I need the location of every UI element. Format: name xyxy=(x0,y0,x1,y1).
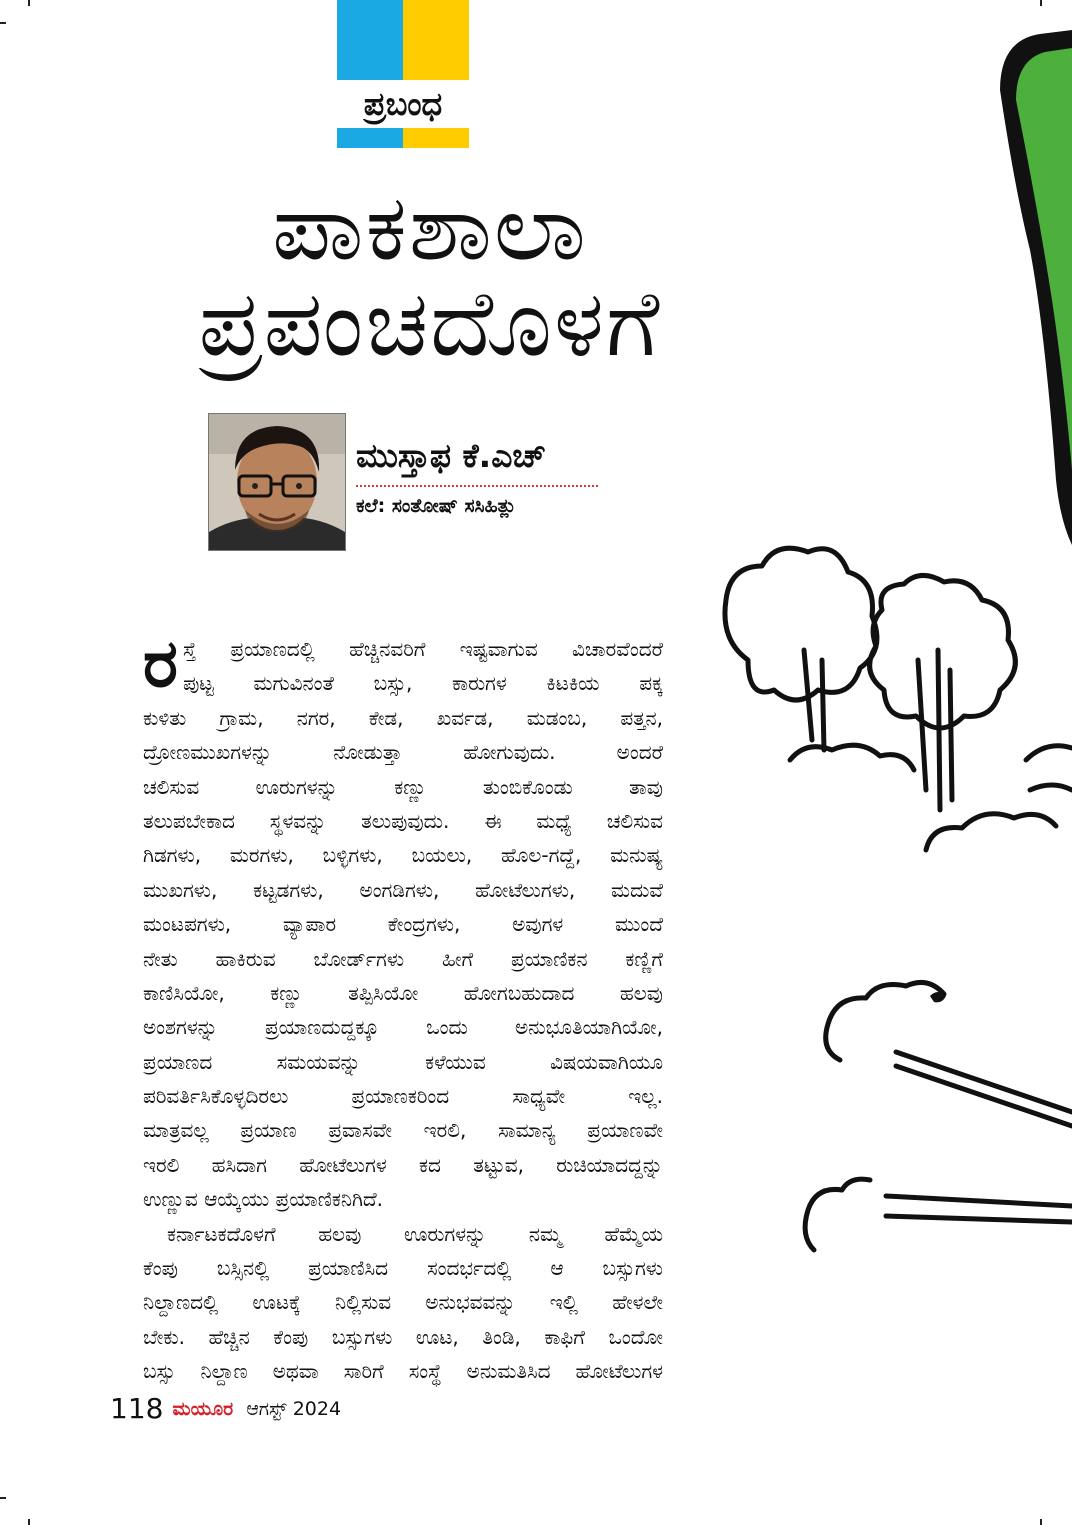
issue-date: ಆಗಸ್ಟ್ 2024 xyxy=(246,1398,342,1420)
bush-shape xyxy=(1026,746,1072,760)
body-line: ಪರಿವರ್ತಿಸಿಕೊಳ್ಳದಿರಲು ಪ್ರಯಾಣಕರಿಂದ ಸಾಧ್ಯವೇ ಇಲ್ಲ. xyxy=(143,1084,663,1109)
body-line: ದ್ರೋಣಮುಖಗಳನ್ನು ನೋಡುತ್ತಾ ಹೋಗುವುದು. ಅಂದರೆ xyxy=(143,740,663,765)
author-photo xyxy=(208,413,346,551)
speed-line xyxy=(886,1196,1072,1206)
crop-mark xyxy=(0,1497,6,1499)
author-portrait-image xyxy=(209,414,345,550)
magazine-name: ಮಯೂರ xyxy=(172,1398,234,1420)
article-title-line-2: ಪ್ರಪಂಚದೊಳಗೆ xyxy=(198,270,662,377)
body-line: ಗಿಡಗಳು, ಮರಗಳು, ಬಳ್ಳಿಗಳು, ಬಯಲು, ಹೊಲ-ಗದ್ದೆ, ಮನುಷ್ಯ xyxy=(143,843,663,868)
crop-mark xyxy=(1040,1519,1042,1525)
cloud-puff xyxy=(805,1179,870,1250)
author-name: ಮುಸ್ತಾಫ ಕೆ.ಎಚ್ xyxy=(356,436,546,475)
body-line: ಇರಲಿ ಹಸಿದಾಗ ಹೋಟೆಲುಗಳ ಕದ ತಟ್ಟುವ, ರುಚಿಯಾದದ್ದನ್ನು xyxy=(143,1152,663,1177)
body-line: ಪುಟ್ಟ ಮಗುವಿನಂತೆ ಬಸ್ಸು, ಕಾರುಗಳ ಕಿಟಕಿಯ ಪಕ್ಕ xyxy=(183,671,663,696)
body-line: ನೇತು ಹಾಕಿರುವ ಬೋರ್ಡ್‌ಗಳು ಹೀಗೆ ಪ್ರಯಾಣಿಕನ ಕಣ್ಣಿಗೆ xyxy=(143,946,663,971)
tree-trunk xyxy=(822,660,824,750)
cloud-puff xyxy=(826,982,944,1060)
author-divider xyxy=(356,485,598,487)
body-line: ಚಲಿಸುವ ಊರುಗಳನ್ನು ಕಣ್ಣು ತುಂಬಿಕೊಂಡು ತಾವು xyxy=(143,774,663,799)
body-line: ಕರ್ನಾಟಕದೊಳಗೆ ಹಲವು ಊರುಗಳನ್ನು ನಮ್ಮ ಹೆಮ್ಮೆಯ xyxy=(167,1221,663,1246)
body-line: ಉಣ್ಣುವ ಆಯ್ಕೆಯು ಪ್ರಯಾಣಿಕನಿಗಿದೆ. xyxy=(143,1187,384,1212)
tree-trunk xyxy=(950,670,952,800)
body-line: ಮುಖಗಳು, ಕಟ್ಟಡಗಳು, ಅಂಗಡಿಗಳು, ಹೋಟೆಲುಗಳು, ಮದುವೆ xyxy=(143,877,663,902)
crop-mark xyxy=(0,22,6,24)
bush-shape xyxy=(1030,785,1072,790)
page-footer xyxy=(110,1394,341,1424)
badge-blue-block xyxy=(337,0,403,80)
crop-mark xyxy=(28,1519,30,1525)
article-title-line-1: ಪಾಕಶಾಲಾ xyxy=(272,174,588,281)
body-line: ಕೆಂಪು ಬಸ್ಸಿನಲ್ಲಿ ಪ್ರಯಾಣಿಸಿದ ಸಂದರ್ಭದಲ್ಲಿ ಆ ಬಸ್ಸುಗಳು xyxy=(143,1256,663,1281)
body-line: ಕುಳಿತು ಗ್ರಾಮ, ನಗರ, ಕೇಡ, ಖರ್ವಡ, ಮಡಂಬ, ಪತ್ತನ, xyxy=(143,705,663,730)
bush-shape xyxy=(790,745,914,770)
body-line: ಬೇಕು. ಹೆಚ್ಚಿನ ಕೆಂಪು ಬಸ್ಸುಗಳು ಊಟ, ತಿಂಡಿ, ಕಾಫಿಗೆ ಒಂದೋ xyxy=(143,1324,663,1349)
badge-blue-strip xyxy=(337,128,403,148)
section-badge xyxy=(337,0,469,150)
body-line: ಕಾಣಿಸಿಯೋ, ಕಣ್ಣು ತಪ್ಪಿಸಿಯೋ ಹೋಗಬಹುದಾದ ಹಲವು xyxy=(143,980,663,1005)
body-line: ಬಸ್ಸು ನಿಲ್ದಾಣ ಅಥವಾ ಸಾರಿಗೆ ಸಂಸ್ಥೆ ಅನುಮತಿಸಿದ ಹೋಟೆಲುಗಳ xyxy=(143,1359,663,1384)
body-line: ನಿಲ್ದಾಣದಲ್ಲಿ ಊಟಕ್ಕೆ ನಿಲ್ಲಿಸುವ ಅನುಭವವನ್ನು ಇಲ್ಲಿ ಹೇಳಲೇ xyxy=(143,1290,663,1315)
body-line: ಸ್ತೆ ಪ್ರಯಾಣದಲ್ಲಿ ಹೆಚ್ಚಿನವರಿಗೆ ಇಷ್ಟವಾಗುವ ವಿಚಾರವೆಂದರೆ xyxy=(183,637,663,661)
body-line: ಮಾತ್ರವಲ್ಲ ಪ್ರಯಾಣ ಪ್ರವಾಸವೇ ಇರಲಿ, ಸಾಮಾನ್ಯ ಪ್ರಯಾಣವೇ xyxy=(143,1118,663,1143)
section-label: ಪ್ರಬಂಧ xyxy=(363,85,443,123)
speed-line xyxy=(886,1216,1072,1222)
art-credit: ಕಲೆ: ಸಂತೋಷ್ ಸಸಿಹಿತ್ಲು xyxy=(356,495,517,517)
body-line: ಅಂಶಗಳನ್ನು ಪ್ರಯಾಣದುದ್ದಕ್ಕೂ ಒಂದು ಅನುಭೂತಿಯಾಗಿಯೋ, xyxy=(143,1015,663,1040)
tree-trunk xyxy=(938,650,940,810)
bush-shape xyxy=(926,814,1056,850)
badge-yellow-block xyxy=(403,0,469,80)
speed-line xyxy=(896,1052,1072,1112)
speed-line xyxy=(896,1066,1072,1126)
decorative-illustration xyxy=(700,0,1072,1300)
page-number: 118 xyxy=(110,1392,164,1425)
tree-canopy-left xyxy=(725,548,877,700)
drop-cap: ರ xyxy=(143,625,178,702)
article-body xyxy=(143,632,663,1389)
body-line: ತಲುಪಬೇಕಾದ ಸ್ಥಳವನ್ನು ತಲುಪುವುದು. ಈ ಮಧ್ಯೆ ಚಲಿಸುವ xyxy=(143,808,663,833)
tree-canopy-right xyxy=(870,575,1016,728)
body-line: ಮಂಟಪಗಳು, ವ್ಯಾಪಾರ ಕೇಂದ್ರಗಳು, ಅವುಗಳ ಮುಂದೆ xyxy=(143,912,663,937)
badge-yellow-strip xyxy=(403,128,469,148)
body-line: ಪ್ರಯಾಣದ ಸಮಯವನ್ನು ಕಳೆಯುವ ವಿಷಯವಾಗಿಯೂ xyxy=(143,1049,663,1074)
crop-mark xyxy=(28,0,30,6)
